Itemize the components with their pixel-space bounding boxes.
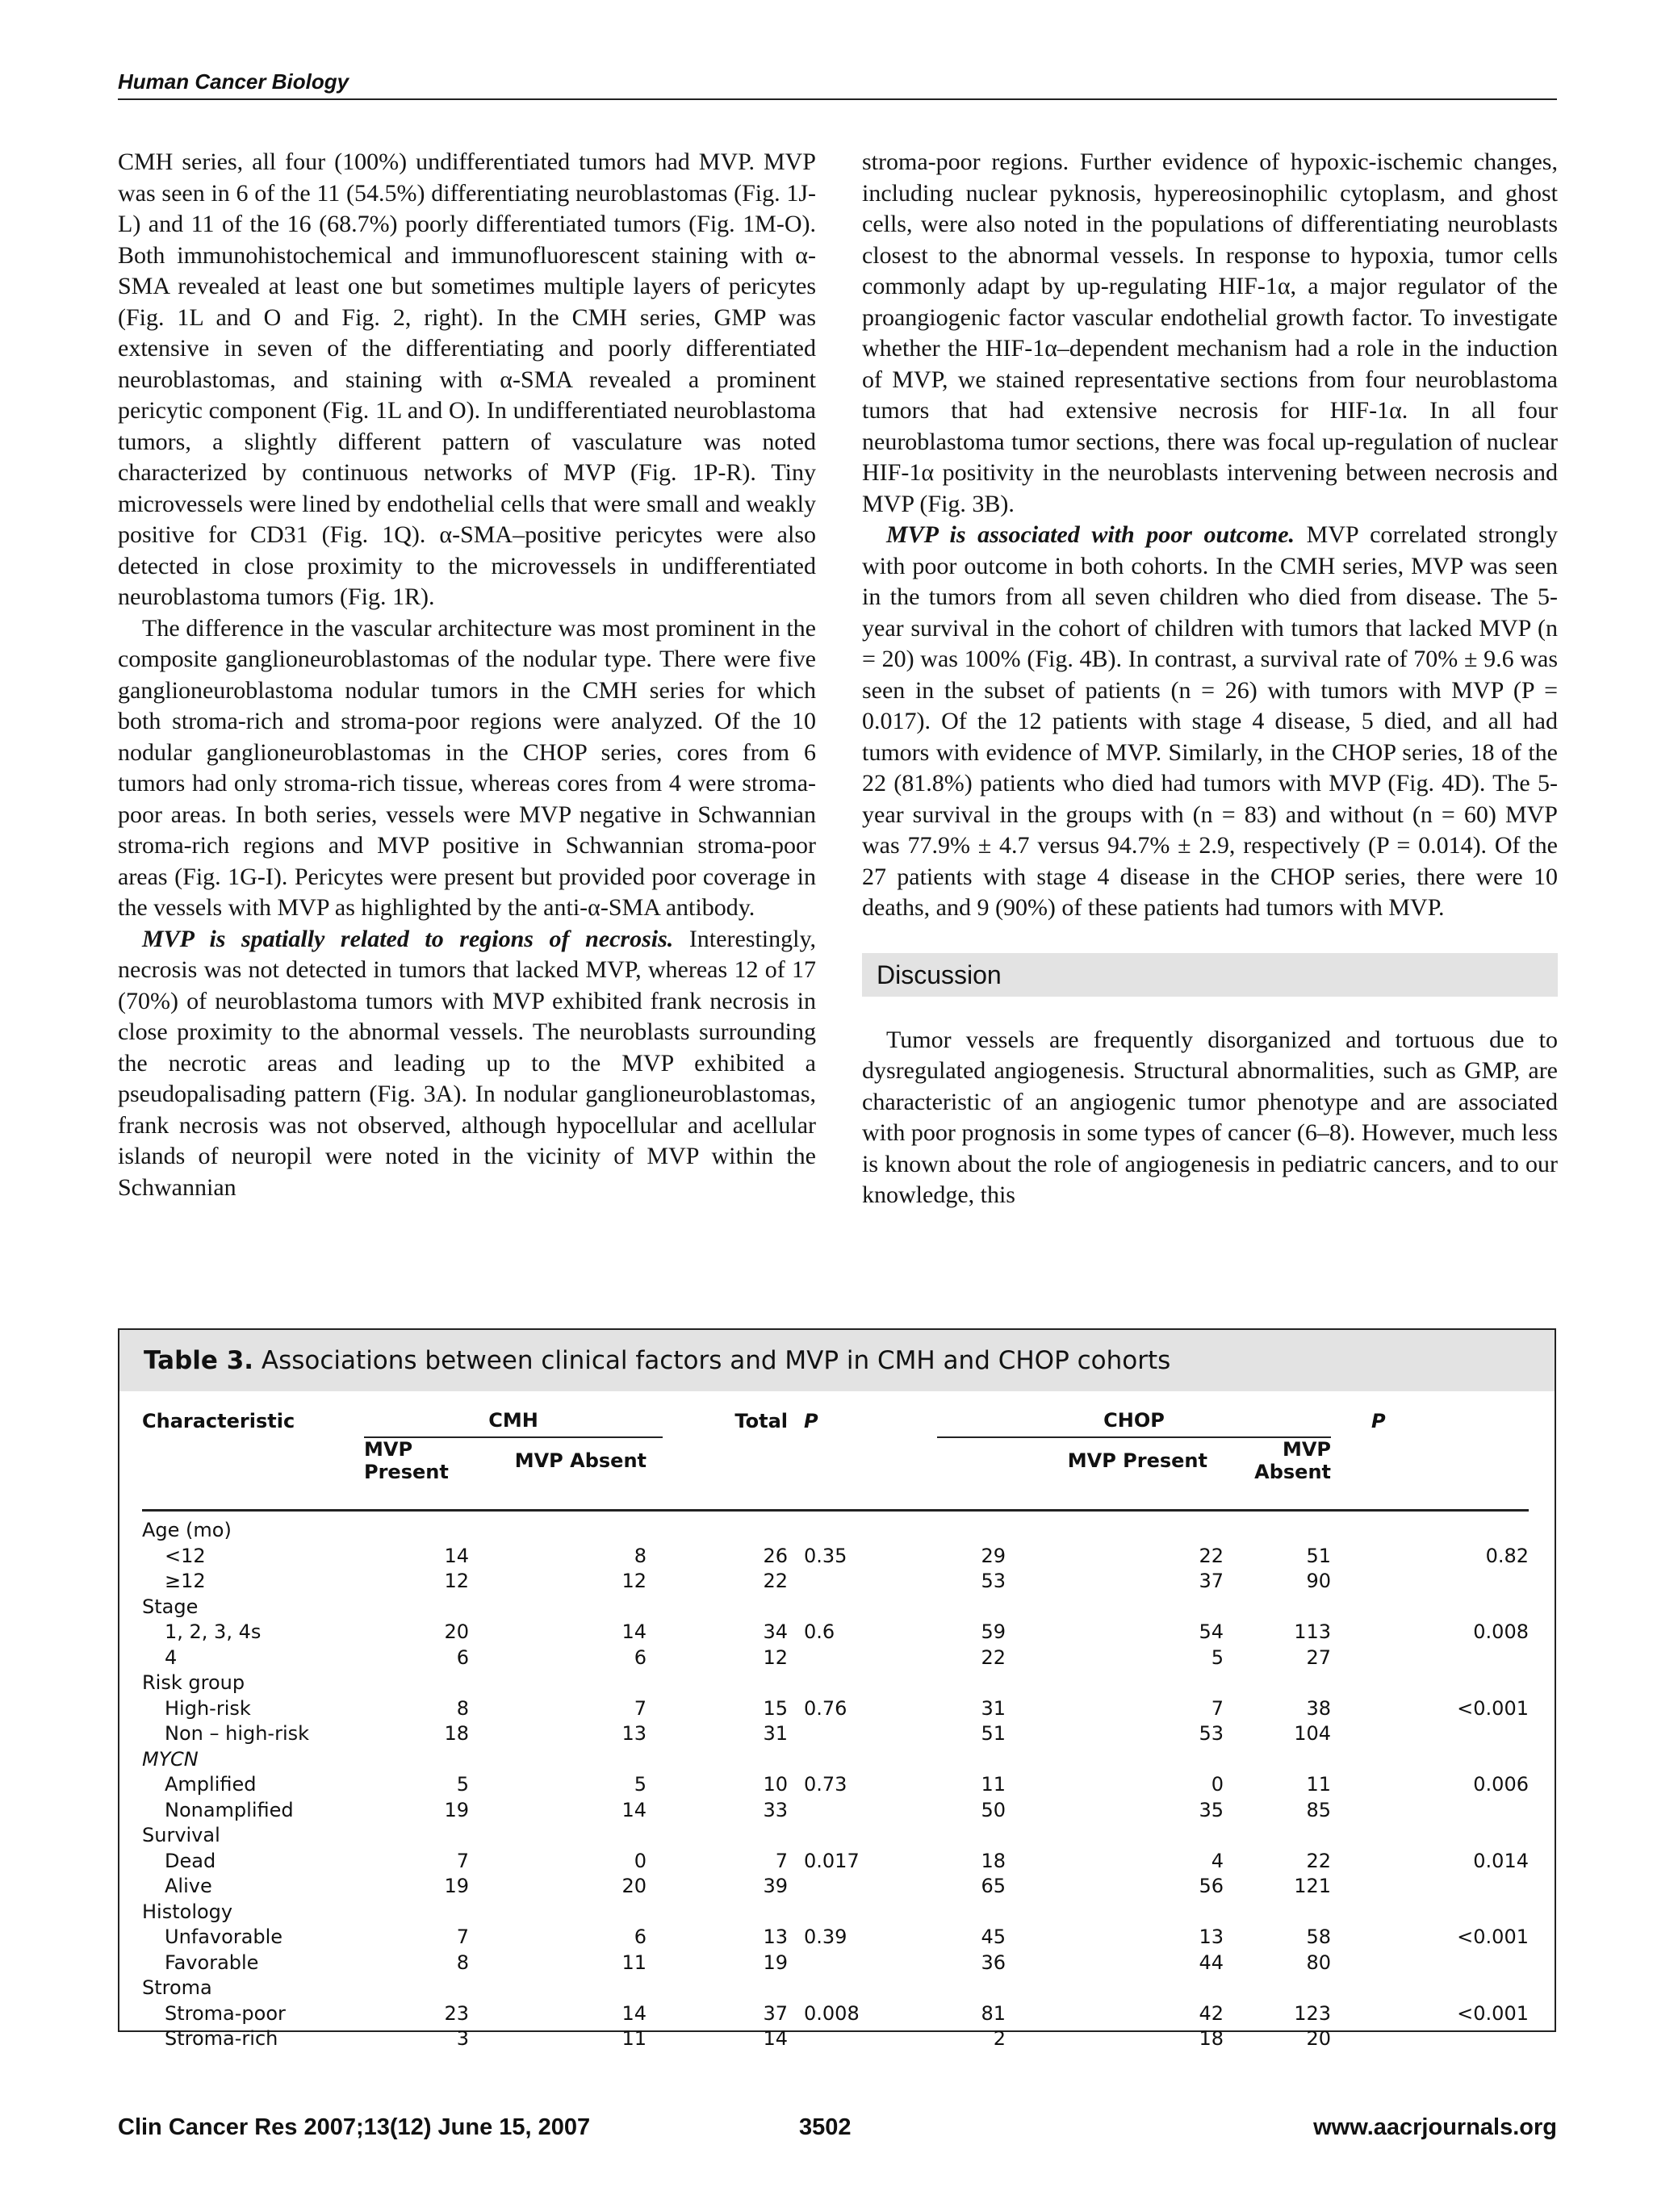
cell-cmh-absent: 14 bbox=[621, 1798, 647, 1821]
cell-cmh-absent: 11 bbox=[621, 2027, 647, 2051]
right-column bbox=[862, 147, 1558, 1211]
cell-cmh-total bbox=[663, 1594, 788, 1620]
row-label: ≥12 bbox=[165, 1570, 206, 1593]
row-label: High-risk bbox=[165, 1696, 251, 1720]
cell-cmh-total: 33 bbox=[763, 1798, 788, 1821]
cell-cmh-p: 0.39 bbox=[804, 1926, 847, 1949]
table-row bbox=[142, 1772, 1529, 1798]
cell-cmh-absent: 12 bbox=[621, 1570, 647, 1593]
table-3 bbox=[118, 1328, 1556, 2051]
cell-cmh-present bbox=[364, 1518, 469, 1544]
cell-chop-absent: 44 bbox=[1199, 1951, 1224, 1974]
cell-cmh-total bbox=[663, 1746, 788, 1772]
table-row bbox=[142, 1874, 1529, 1900]
cell-chop-present: 50 bbox=[981, 1798, 1006, 1821]
table-row bbox=[142, 1696, 1529, 1721]
cell-cmh-present bbox=[364, 1670, 469, 1696]
cell-chop-absent: 18 bbox=[1199, 2027, 1224, 2051]
row-label: 1, 2, 3, 4s bbox=[165, 1620, 262, 1644]
cell-chop-total: 123 bbox=[1294, 2001, 1331, 2025]
cell-cmh-p bbox=[788, 1823, 937, 1849]
header-chop-p: P bbox=[1371, 1409, 1386, 1432]
cell-chop-present bbox=[937, 1976, 1022, 2001]
cell-chop-present: 2 bbox=[993, 2027, 1006, 2051]
cell-chop-absent: 56 bbox=[1199, 1875, 1224, 1898]
table-group-row bbox=[142, 1670, 1529, 1696]
cell-cmh-absent bbox=[469, 1746, 663, 1772]
cell-chop-absent: 53 bbox=[1199, 1722, 1224, 1746]
row-label: MYCN bbox=[142, 1747, 199, 1771]
cell-cmh-absent: 6 bbox=[634, 1645, 647, 1669]
cell-chop-absent: 5 bbox=[1211, 1645, 1224, 1669]
table-row bbox=[142, 1925, 1529, 1951]
table-row bbox=[142, 2001, 1529, 2026]
cell-cmh-present: 14 bbox=[444, 1544, 469, 1567]
cell-chop-total: 104 bbox=[1294, 1722, 1331, 1746]
cell-cmh-absent bbox=[469, 1823, 663, 1849]
row-label: Stroma bbox=[142, 1976, 212, 2000]
cell-chop-absent: 4 bbox=[1211, 1849, 1224, 1872]
running-head: Human Cancer Biology bbox=[118, 69, 349, 94]
cell-chop-absent: 54 bbox=[1199, 1620, 1224, 1644]
cell-cmh-absent bbox=[469, 1670, 663, 1696]
cell-chop-p bbox=[1331, 1518, 1529, 1544]
header-characteristic: Characteristic bbox=[142, 1409, 295, 1432]
cell-chop-present: 11 bbox=[981, 1773, 1006, 1796]
cell-chop-p bbox=[1331, 1645, 1529, 1670]
cell-chop-present bbox=[937, 1899, 1022, 1925]
row-label: Amplified bbox=[165, 1773, 257, 1796]
cell-chop-absent bbox=[1022, 1823, 1224, 1849]
row-label: Stroma-rich bbox=[165, 2027, 278, 2051]
cell-cmh-total: 13 bbox=[763, 1926, 788, 1949]
cell-cmh-p bbox=[788, 1797, 937, 1823]
header-rule bbox=[118, 98, 1557, 100]
cell-chop-present: 81 bbox=[981, 2001, 1006, 2025]
cell-chop-absent bbox=[1022, 1746, 1224, 1772]
table-group-row bbox=[142, 1976, 1529, 2001]
cell-chop-p bbox=[1331, 1899, 1529, 1925]
cell-cmh-p: 0.008 bbox=[804, 2001, 860, 2025]
cell-chop-total: 22 bbox=[1306, 1849, 1331, 1872]
table-caption-text: Associations between clinical factors and MVP in CMH and CHOP cohorts bbox=[253, 1346, 1171, 1375]
cell-cmh-present: 3 bbox=[456, 2027, 469, 2051]
cell-chop-absent bbox=[1022, 1518, 1224, 1544]
cell-chop-absent bbox=[1022, 1594, 1224, 1620]
footer-website: www.aacrjournals.org bbox=[1313, 2114, 1557, 2140]
header-chop-mvp-absent: MVP Absent bbox=[1254, 1438, 1331, 1483]
right-paragraph-2 bbox=[862, 520, 1558, 924]
cell-cmh-absent: 20 bbox=[621, 1875, 647, 1898]
table-row bbox=[142, 1950, 1529, 1976]
header-cmh-total: Total bbox=[734, 1409, 788, 1432]
cell-chop-p bbox=[1331, 1594, 1529, 1620]
cell-cmh-p bbox=[788, 1645, 937, 1670]
outcome-subheading: MVP is associated with poor outcome. bbox=[886, 521, 1295, 548]
cell-cmh-present bbox=[364, 1823, 469, 1849]
row-label: <12 bbox=[165, 1544, 206, 1567]
footer-page-number: 3502 bbox=[799, 2114, 852, 2140]
header-bottom-rule bbox=[142, 1483, 1529, 1510]
cell-cmh-absent bbox=[469, 1518, 663, 1544]
cell-chop-total bbox=[1224, 1594, 1331, 1620]
cell-cmh-p bbox=[788, 1518, 937, 1544]
left-paragraph-3 bbox=[118, 924, 816, 1204]
cell-chop-total: 90 bbox=[1306, 1570, 1331, 1593]
cell-cmh-present bbox=[364, 1976, 469, 2001]
row-label: Nonamplified bbox=[165, 1798, 294, 1821]
table-group-row bbox=[142, 1594, 1529, 1620]
table-body bbox=[142, 1483, 1529, 2051]
cell-chop-p bbox=[1331, 1797, 1529, 1823]
cell-chop-present: 65 bbox=[981, 1875, 1006, 1898]
cell-cmh-absent: 11 bbox=[621, 1951, 647, 1974]
footer-citation: Clin Cancer Res 2007;13(12) June 15, 2007 bbox=[118, 2114, 591, 2140]
row-label: Dead bbox=[165, 1849, 216, 1872]
table-data bbox=[142, 1404, 1529, 2051]
row-label: Risk group bbox=[142, 1671, 245, 1695]
cell-chop-present: 36 bbox=[981, 1951, 1006, 1974]
cell-cmh-present: 23 bbox=[444, 2001, 469, 2025]
cell-cmh-absent: 5 bbox=[634, 1773, 647, 1796]
left-paragraph-1: CMH series, all four (100%) undifferentiated tumors had MVP. MVP was seen in 6 of the 11 (54.5%) differentiating neuroblastomas (Fig. 1J-L) and 11 of the 16 (68.7%) poorly differentiated tumors (Fig. 1M-O). Both immunohistochemical and immunofluorescent staining with α-SMA revealed at least one but sometimes multiple layers of pericytes (Fig. 1L and O and Fig. 2, right). In the CMH series, GMP was extensive in seven of the differentiating and poorly differentiated neuroblastomas, and staining with α-SMA revealed a prominent pericytic component (Fig. 1L and O). In undifferentiated neuroblastoma tumors, a slightly different pattern of vasculature was noted characterized by continuous networks of MVP (Fig. 1P-R). Tiny microvessels were lined by endothelial cells that were small and weakly positive for CD31 (Fig. 1Q). α-SMA–positive pericytes were also detected in close proximity to the microvessels in undifferentiated neuroblastoma tumors (Fig. 1R). bbox=[118, 148, 816, 610]
cell-chop-present bbox=[937, 1823, 1022, 1849]
cell-cmh-p: 0.35 bbox=[804, 1544, 847, 1567]
cell-chop-p bbox=[1331, 1976, 1529, 2001]
row-label: Non – high-risk bbox=[165, 1722, 310, 1746]
cell-chop-present: 29 bbox=[981, 1544, 1006, 1567]
cell-cmh-present: 20 bbox=[444, 1620, 469, 1644]
necrosis-subheading: MVP is spatially related to regions of necrosis. bbox=[142, 925, 674, 952]
table-row bbox=[142, 1797, 1529, 1823]
cell-cmh-p bbox=[788, 1874, 937, 1900]
cell-cmh-total: 15 bbox=[763, 1696, 788, 1720]
cell-cmh-total: 34 bbox=[763, 1620, 788, 1644]
right-paragraph-1: stroma-poor regions. Further evidence of hypoxic-ischemic changes, including nuclear pyknosis, hypereosinophilic cytoplasm, and ghost cells, were also noted in the populations of differentiating neuroblasts closest to the abnormal vessels. In response to hypoxia, tumor cells commonly adapt by up-regulating HIF-1α, a major regulator of the proangiogenic factor vascular endothelial growth factor. To investigate whether the HIF-1α–dependent mechanism had a role in the induction of MVP, we stained representative sections from four neuroblastoma tumors that had extensive necrosis for HIF-1α. In all four neuroblastoma tumor sections, there was focal up-regulation of nuclear HIF-1α positivity in the neuroblasts intervening between necrosis and MVP (Fig. 3B). bbox=[862, 148, 1558, 517]
cell-chop-p: 0.014 bbox=[1473, 1849, 1529, 1872]
cell-chop-present: 22 bbox=[981, 1645, 1006, 1669]
cell-chop-p bbox=[1331, 1670, 1529, 1696]
cell-cmh-present bbox=[364, 1899, 469, 1925]
cell-cmh-p bbox=[788, 2026, 937, 2052]
cell-cmh-absent bbox=[469, 1899, 663, 1925]
cell-chop-absent: 37 bbox=[1199, 1570, 1224, 1593]
row-label: Histology bbox=[142, 1900, 233, 1923]
cell-chop-total: 27 bbox=[1306, 1645, 1331, 1669]
cell-chop-present bbox=[937, 1746, 1022, 1772]
cell-chop-p bbox=[1331, 2026, 1529, 2052]
row-label: Stage bbox=[142, 1595, 199, 1618]
cell-chop-present: 59 bbox=[981, 1620, 1006, 1644]
table-row bbox=[142, 1620, 1529, 1645]
cell-chop-p bbox=[1331, 1721, 1529, 1747]
cell-chop-present bbox=[937, 1594, 1022, 1620]
cell-cmh-present: 19 bbox=[444, 1798, 469, 1821]
cell-chop-p: 0.82 bbox=[1485, 1544, 1529, 1567]
row-label: Favorable bbox=[165, 1951, 259, 1974]
table-label: Table 3. bbox=[144, 1346, 254, 1375]
cell-chop-present bbox=[937, 1670, 1022, 1696]
cell-chop-total: 121 bbox=[1294, 1875, 1331, 1898]
table-group-row bbox=[142, 1823, 1529, 1849]
row-label: Alive bbox=[165, 1875, 212, 1898]
table-row bbox=[142, 1645, 1529, 1670]
table-spacer bbox=[142, 1510, 1529, 1518]
cell-chop-total bbox=[1224, 1518, 1331, 1544]
table-group-row bbox=[142, 1899, 1529, 1925]
cell-chop-absent: 13 bbox=[1199, 1926, 1224, 1949]
cell-chop-absent: 35 bbox=[1199, 1798, 1224, 1821]
right-paragraph-3: Tumor vessels are frequently disorganized and tortuous due to dysregulated angiogenesis. Structural abnormalities, such as GMP, are characteristic of an angiogenic tumor phenotype and are associated with poor prognosis in some types of cancer (6–8). However, much less is known about the role of angiogenesis in pediatric cancers, and to our knowledge, this bbox=[862, 1026, 1558, 1208]
cell-chop-p: 0.006 bbox=[1473, 1773, 1529, 1796]
cell-chop-present: 45 bbox=[981, 1926, 1006, 1949]
cell-chop-p: 0.008 bbox=[1473, 1620, 1529, 1644]
cell-chop-p bbox=[1331, 1950, 1529, 1976]
table-caption bbox=[119, 1330, 1555, 1391]
cell-chop-total: 113 bbox=[1294, 1620, 1331, 1644]
header-chop-mvp-present: MVP Present bbox=[1067, 1449, 1207, 1472]
table-row bbox=[142, 1721, 1529, 1747]
cell-cmh-p: 0.76 bbox=[804, 1696, 847, 1720]
right-paragraph-2-body: MVP correlated strongly with poor outcome in both cohorts. In the CMH series, MVP was seen in the tumors from all seven children who died from disease. The 5-year survival in the cohort of children with tumors that lacked MVP (n = 20) was 100% (Fig. 4B). In contrast, a survival rate of 70% ± 9.6 was seen in the subset of patients (n = 26) with tumors with MVP (P = 0.017). Of the 12 patients with stage 4 disease, 5 died, and all had tumors with evidence of MVP. Similarly, in the CHOP series, 18 of the 22 (81.8%) patients who died had tumors with MVP (Fig. 4D). The 5-year survival in the groups with (n = 83) and without (n = 60) MVP was 77.9% ± 4.7 versus 94.7% ± 2.9, respectively (P = 0.014). Of the 27 patients with stage 4 disease in the CHOP series, there were 10 deaths, and 9 (90%) of these patients had tumors with MVP. bbox=[862, 521, 1558, 921]
cell-chop-total bbox=[1224, 1746, 1331, 1772]
cell-cmh-total: 12 bbox=[763, 1645, 788, 1669]
table-row bbox=[142, 2026, 1529, 2052]
cell-cmh-present: 18 bbox=[444, 1722, 469, 1746]
cell-chop-absent: 42 bbox=[1199, 2001, 1224, 2025]
cell-chop-absent: 7 bbox=[1211, 1696, 1224, 1720]
cell-cmh-p: 0.73 bbox=[804, 1773, 847, 1796]
cell-chop-p: <0.001 bbox=[1457, 1696, 1529, 1720]
cell-chop-present bbox=[937, 1518, 1022, 1544]
cell-chop-p bbox=[1331, 1874, 1529, 1900]
cell-cmh-p bbox=[788, 1594, 937, 1620]
cell-cmh-total bbox=[663, 1670, 788, 1696]
cell-cmh-absent: 14 bbox=[621, 1620, 647, 1644]
header-cmh-mvp-present: MVP Present bbox=[364, 1438, 449, 1483]
cell-cmh-p bbox=[788, 1670, 937, 1696]
table-row bbox=[142, 1848, 1529, 1874]
cell-cmh-total: 14 bbox=[763, 2027, 788, 2051]
cell-cmh-present: 8 bbox=[456, 1696, 469, 1720]
table-group-row bbox=[142, 1746, 1529, 1772]
header-cmh-mvp-absent: MVP Absent bbox=[514, 1449, 647, 1472]
cell-cmh-present: 7 bbox=[456, 1849, 469, 1872]
cell-chop-total: 58 bbox=[1306, 1926, 1331, 1949]
cell-cmh-p bbox=[788, 1746, 937, 1772]
cell-cmh-total bbox=[663, 1823, 788, 1849]
cell-chop-absent bbox=[1022, 1976, 1224, 2001]
cell-cmh-present: 5 bbox=[456, 1773, 469, 1796]
row-label: Unfavorable bbox=[165, 1926, 283, 1949]
left-column bbox=[118, 147, 816, 1203]
header-cmh-p: P bbox=[804, 1409, 818, 1432]
cell-chop-p: <0.001 bbox=[1457, 1926, 1529, 1949]
cell-cmh-absent: 14 bbox=[621, 2001, 647, 2025]
cell-chop-p: <0.001 bbox=[1457, 2001, 1529, 2025]
row-label: Age (mo) bbox=[142, 1519, 232, 1542]
cell-chop-p bbox=[1331, 1746, 1529, 1772]
cell-cmh-total bbox=[663, 1518, 788, 1544]
cell-cmh-p bbox=[788, 1721, 937, 1747]
cell-chop-present: 53 bbox=[981, 1570, 1006, 1593]
cell-cmh-absent bbox=[469, 1976, 663, 2001]
left-paragraph-2: The difference in the vascular architecture was most prominent in the composite ganglioneuroblastomas of the nodular type. There were five ganglioneuroblastoma nodular tumors in the CMH series for which both stroma-rich and stroma-poor regions were analyzed. Of the 10 nodular ganglioneuroblastomas in the CHOP series, cores from 6 tumors had only stroma-rich tissue, whereas cores from 4 were stroma-poor areas. In both series, vessels were MVP negative in Schwannian stroma-rich regions and MVP positive in Schwannian stroma-poor areas (Fig. 1G-I). Pericytes were present but provided poor coverage in the vessels with MVP as highlighted by the anti-α-SMA antibody. bbox=[118, 614, 816, 921]
discussion-heading: Discussion bbox=[862, 953, 1558, 997]
cell-cmh-total: 19 bbox=[763, 1951, 788, 1974]
cell-chop-absent: 0 bbox=[1211, 1773, 1224, 1796]
cell-cmh-p bbox=[788, 1899, 937, 1925]
cell-cmh-p: 0.017 bbox=[804, 1849, 860, 1872]
cell-chop-present: 31 bbox=[981, 1696, 1006, 1720]
cell-cmh-absent: 13 bbox=[621, 1722, 647, 1746]
cell-cmh-absent: 7 bbox=[634, 1696, 647, 1720]
cell-cmh-total: 26 bbox=[763, 1544, 788, 1567]
cell-chop-total: 11 bbox=[1306, 1773, 1331, 1796]
table-row bbox=[142, 1569, 1529, 1595]
cell-cmh-total: 39 bbox=[763, 1875, 788, 1898]
cell-cmh-present: 6 bbox=[456, 1645, 469, 1669]
cell-cmh-present bbox=[364, 1746, 469, 1772]
cell-chop-total: 85 bbox=[1306, 1798, 1331, 1821]
cell-chop-present: 18 bbox=[981, 1849, 1006, 1872]
cell-cmh-p bbox=[788, 1976, 937, 2001]
row-label: 4 bbox=[165, 1645, 178, 1669]
cell-cmh-present: 19 bbox=[444, 1875, 469, 1898]
cell-chop-p bbox=[1331, 1569, 1529, 1595]
cell-chop-absent: 22 bbox=[1199, 1544, 1224, 1567]
cell-cmh-present bbox=[364, 1594, 469, 1620]
cell-chop-total bbox=[1224, 1976, 1331, 2001]
cell-cmh-p bbox=[788, 1569, 937, 1595]
cell-cmh-total: 22 bbox=[763, 1570, 788, 1593]
cell-chop-absent bbox=[1022, 1670, 1224, 1696]
cell-chop-total: 80 bbox=[1306, 1951, 1331, 1974]
cell-cmh-absent: 0 bbox=[634, 1849, 647, 1872]
cell-chop-total bbox=[1224, 1823, 1331, 1849]
row-label: Survival bbox=[142, 1824, 220, 1847]
cell-chop-p bbox=[1331, 1823, 1529, 1849]
left-paragraph-3-body: Interestingly, necrosis was not detected in tumors that lacked MVP, whereas 12 of 17 (70%) of neuroblastoma tumors with MVP exhibited frank necrosis in close proximity to the abnormal vessels. The neuroblasts surrounding the necrotic areas and leading up to the MVP exhibited a pseudopalisading pattern (Fig. 3A). In nodular ganglioneuroblastomas, frank necrosis was not observed, although hypocellular and acellular islands of neuropil were noted in the vicinity of MVP within the Schwannian bbox=[118, 925, 816, 1201]
cell-cmh-total: 37 bbox=[763, 2001, 788, 2025]
cell-chop-total: 20 bbox=[1306, 2027, 1331, 2051]
cell-cmh-present: 12 bbox=[444, 1570, 469, 1593]
cell-chop-total: 38 bbox=[1306, 1696, 1331, 1720]
header-cmh: CMH bbox=[364, 1404, 663, 1437]
cell-cmh-p: 0.6 bbox=[804, 1620, 835, 1644]
row-label: Stroma-poor bbox=[165, 2001, 286, 2025]
cell-chop-present: 51 bbox=[981, 1722, 1006, 1746]
table-row bbox=[142, 1543, 1529, 1569]
cell-cmh-total: 10 bbox=[763, 1773, 788, 1796]
cell-chop-total bbox=[1224, 1670, 1331, 1696]
cell-chop-total bbox=[1224, 1899, 1331, 1925]
cell-cmh-total bbox=[663, 1899, 788, 1925]
cell-chop-absent bbox=[1022, 1899, 1224, 1925]
header-chop: CHOP bbox=[937, 1404, 1331, 1437]
table-group-row bbox=[142, 1518, 1529, 1544]
cell-cmh-total: 7 bbox=[775, 1849, 788, 1872]
cell-cmh-p bbox=[788, 1950, 937, 1976]
cell-cmh-total: 31 bbox=[763, 1722, 788, 1746]
cell-cmh-present: 8 bbox=[456, 1951, 469, 1974]
cell-chop-total: 51 bbox=[1306, 1544, 1331, 1567]
cell-cmh-absent: 6 bbox=[634, 1926, 647, 1949]
cell-cmh-total bbox=[663, 1976, 788, 2001]
cell-cmh-present: 7 bbox=[456, 1926, 469, 1949]
cell-cmh-absent bbox=[469, 1594, 663, 1620]
cell-cmh-absent: 8 bbox=[634, 1544, 647, 1567]
